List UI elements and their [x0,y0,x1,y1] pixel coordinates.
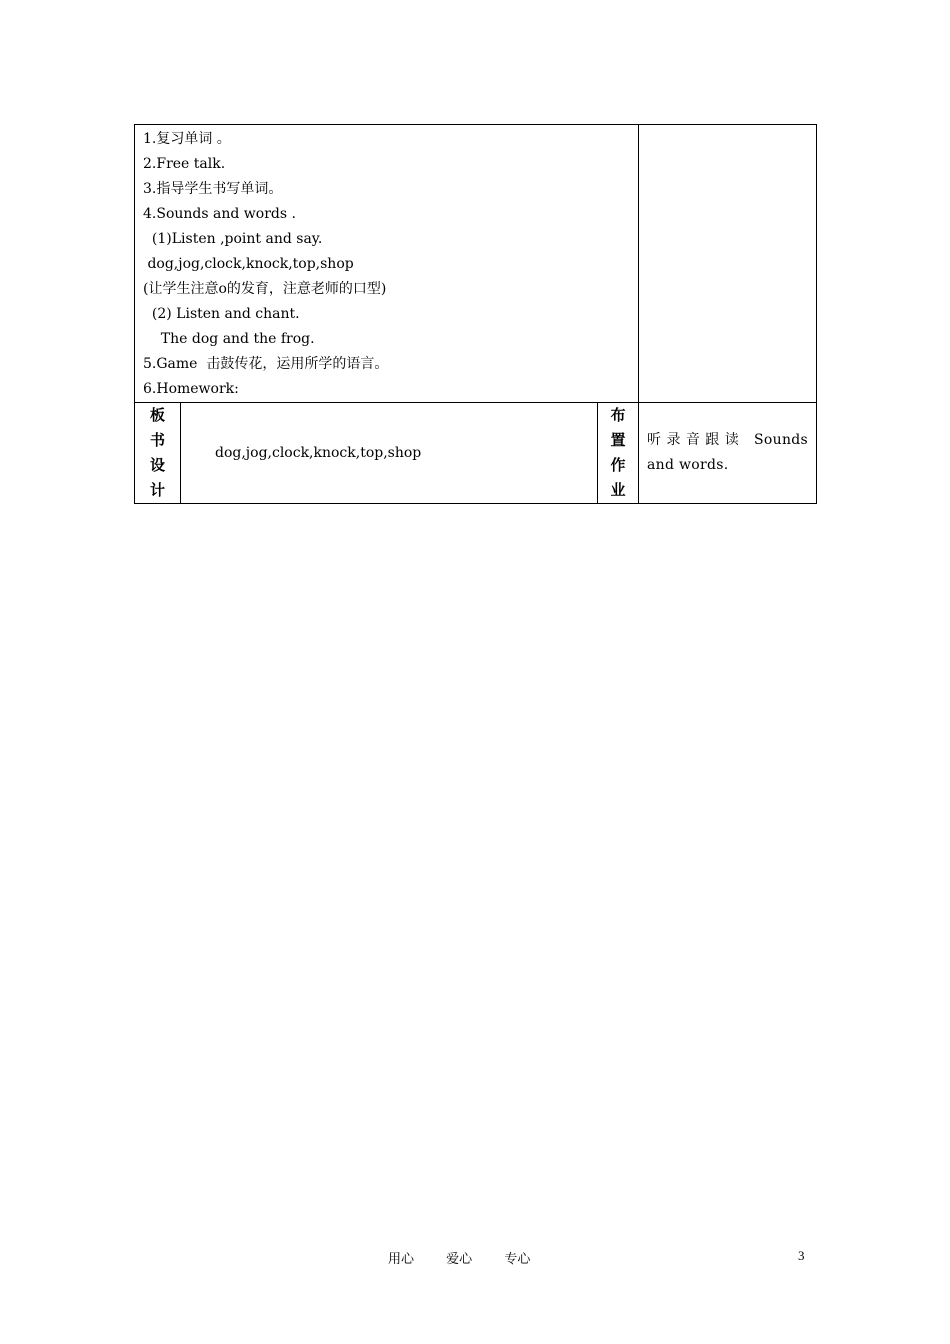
step-line: dog,jog,clock,knock,top,shop [143,256,354,272]
step-line: (1)Listen ,point and say. [143,231,323,247]
lesson-table [134,124,817,504]
step-line: The dog and the frog. [143,331,315,347]
homework-content: 听录音跟读 Sounds and words. [639,403,817,504]
board-design-content: dog,jog,clock,knock,top,shop [181,403,598,504]
homework-label: 布 置 作 业 [598,403,639,504]
footer-word: 爱心 [446,1252,473,1267]
footer-word: 专心 [504,1252,531,1267]
teaching-steps-cell [135,125,639,403]
board-homework-row [135,403,817,504]
page-number: 3 [798,1248,805,1263]
step-line: (2) Listen and chant. [143,306,300,322]
step-line: 4.Sounds and words . [143,206,296,222]
notes-cell [639,125,817,403]
step-line: 1.复习单词 。 [143,131,231,147]
step-line: 5.Game 击鼓传花，运用所学的语言。 [143,356,389,372]
step-line: 3.指导学生书写单词。 [143,181,283,197]
page-footer [388,1248,558,1267]
footer-word: 用心 [388,1252,415,1267]
step-line: 2.Free talk. [143,156,226,172]
step-line: (让学生注意o的发育，注意老师的口型) [143,281,387,297]
step-line: 6.Homework: [143,381,239,397]
board-design-label: 板 书 设 计 [135,403,181,504]
steps-row [135,125,817,403]
